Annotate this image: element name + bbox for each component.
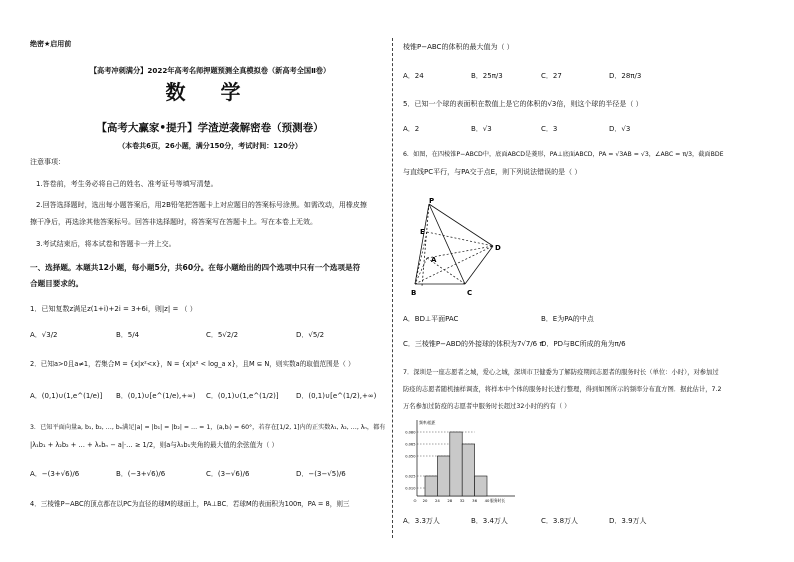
q1-option-d: D．√5/2	[296, 331, 325, 339]
frequency-histogram	[403, 418, 523, 508]
y-tick-label: 0.080	[405, 430, 416, 435]
q3-option-b: B．(−3+√6)/6	[116, 470, 166, 478]
section-heading-2: 合题目要求的。	[30, 279, 84, 288]
exam-subtitle: 【高考大赢家•提升】学渣逆袭解密卷（预测卷）	[96, 122, 324, 134]
q6-option-c: C．三棱锥P−ABD的外接球的体积为7√7/6 π	[403, 340, 544, 348]
q6-stem-1: 6．如图，在四棱锥P−ABCD中，底面ABCD是菱形，PA⊥底面ABCD，PA = √3AB = √3，∠ABC = π/3，截面BDE	[403, 151, 724, 158]
q7-option-b: B．3.4万人	[471, 517, 508, 525]
edge-ad-hidden	[427, 246, 493, 258]
edge-cd	[465, 246, 493, 284]
x-tick-label: O	[413, 498, 417, 503]
q3-option-d: D．−(3−√5)/6	[296, 470, 346, 478]
right-column	[403, 0, 765, 562]
left-column	[30, 0, 390, 562]
q7-stem-3: 万名参加过防疫的志愿者中服务时长超过32小时的约有（ ）	[403, 403, 571, 410]
q2-stem: 2．已知a>0且a≠1，若集合M = {x|x²<x}，N = {x|x² < log_a x}，且M ⊆ N，则实数a的取值范围是（ ）	[30, 360, 355, 368]
q5-option-d: D．√3	[609, 125, 631, 133]
q4-option-a: A．24	[403, 72, 424, 80]
note-2b: 擦干净后，再选涂其他答案标号。回答非选择题时，将答案写在答题卡上。写在本卷上无效。	[30, 218, 317, 226]
note-2a: 2.回答选择题时，选出每小题答案后，用2B铅笔把答题卡上对应题目的答案标号涂黑。如需改动，用橡皮擦	[36, 201, 367, 209]
histogram-bar	[462, 444, 474, 496]
label-a: A	[431, 256, 437, 264]
y-tick-label: 0.050	[405, 454, 416, 459]
q2-option-b: B．(0,1)∪[e^(1/e),+∞)	[116, 392, 196, 400]
label-e: E	[420, 228, 425, 236]
x-tick-label: 20	[422, 498, 428, 503]
q4-stem-1: 4．三棱锥P−ABC的顶点都在以PC为直径的球M的球面上，PA⊥BC．若球M的表面积为100π，PA = 8，则三	[30, 500, 350, 508]
note-1: 1.答卷前，考生务必将自己的姓名、准考证号等填写清楚。	[36, 180, 218, 188]
q7-stem-2: 防疫的志愿者随机抽样调查，将样本中个体的服务时长进行整理，得到如图所示的频率分布直方图．据此估计，7.2	[403, 386, 722, 393]
q2-option-d: D．(0,1)∪[e^(1/2),+∞)	[296, 392, 377, 400]
label-c: C	[467, 289, 473, 297]
note-3: 3.考试结束后，将本试卷和答题卡一并上交。	[36, 240, 176, 248]
edge-pa	[415, 204, 429, 284]
q5-option-c: C．3	[541, 125, 558, 133]
edge-pb-hidden	[422, 204, 429, 286]
column-divider	[392, 38, 393, 538]
line-ed-hidden	[427, 232, 493, 246]
y-tick-label: 0.065	[405, 442, 416, 447]
label-b: B	[411, 289, 417, 297]
x-tick-label: 32	[459, 498, 465, 503]
line-eb-hidden	[415, 232, 427, 284]
q3-stem-1: 3．已知平面向量a, b₁, b₂, …, bₙ满足|a| = |b₁| = |b₂| = … = 1，⟨a,bᵢ⟩ = 60°，若存在[1/2, 1]内的正实数λ₁, λ₂, …, λₙ，都有	[30, 424, 386, 431]
histogram-bar	[450, 432, 462, 496]
q7-stem-1: 7．深圳是一座志愿者之城，爱心之城，深圳市卫健委为了解防疫期间志愿者的服务时长（单位：小时），对参加过	[403, 369, 719, 376]
q1-option-a: A．√3/2	[30, 331, 58, 339]
q6-option-a: A．BD⊥平面PAC	[403, 315, 459, 323]
x-tick-label: 40	[484, 498, 490, 503]
q3-option-a: A．−(3+√6)/6	[30, 470, 80, 478]
exam-info: （本卷共6页，26小题，满分150分，考试时间：120分）	[118, 142, 302, 150]
histogram-bar	[475, 476, 487, 496]
x-tick-label: 24	[434, 498, 440, 503]
q7-option-a: A．3.3万人	[403, 517, 440, 525]
section-heading-1: 一、选择题。本题共12小题，每小题5分，共60分。在每小题给出的四个选项中只有一个选项是符	[30, 263, 361, 272]
x-axis-label: 服务时长	[490, 498, 506, 503]
q6-stem-2: 与直线PC平行，与PA交于点E，则下列说法错误的是（ ）	[403, 168, 582, 176]
q5-option-a: A．2	[403, 125, 420, 133]
pyramid-figure	[407, 196, 517, 300]
edge-ab-hidden	[415, 258, 427, 284]
q4-option-b: B．25π/3	[471, 72, 503, 80]
x-tick-label: 36	[472, 498, 478, 503]
y-axis-label: 频率/组距	[419, 420, 436, 425]
label-d: D	[495, 244, 501, 252]
diag-bd-hidden	[415, 246, 493, 284]
secret-label: 绝密★启用前	[30, 40, 72, 48]
q2-option-c: C．(0,1)∪(1,e^(1/2)]	[206, 392, 279, 400]
x-tick-label: 28	[447, 498, 453, 503]
q5-option-b: B．√3	[471, 125, 492, 133]
series-title: 【高考冲刺满分】2022年高考名师押题预测全真模拟卷（新高考全国Ⅱ卷）	[89, 66, 331, 75]
q1-stem: 1．已知复数z满足z(1+i)+2i = 3+6i，则|z| = （ ）	[30, 305, 197, 313]
q7-option-d: D．3.9万人	[609, 517, 647, 525]
q2-option-a: A．(0,1)∪(1,e^(1/e)]	[30, 392, 103, 400]
q1-option-c: C．5√2/2	[206, 331, 239, 339]
q7-option-c: C．3.8万人	[541, 517, 579, 525]
histogram-bar	[425, 476, 437, 496]
q1-option-b: B．5/4	[116, 331, 140, 339]
notes-heading: 注意事项：	[30, 158, 65, 166]
q5-stem: 5．已知一个球的表面积在数值上是它的体积的√3倍，则这个球的半径是（ ）	[403, 100, 643, 108]
q4-option-c: C．27	[541, 72, 562, 80]
q6-option-d: D．PD与BC所成的角为π/6	[541, 340, 626, 348]
histogram-bar	[437, 456, 449, 496]
y-tick-label: 0.010	[405, 486, 416, 491]
q4-option-d: D．28π/3	[609, 72, 642, 80]
q3-stem-2: |λ₁b₁ + λ₂b₂ + … + λₙbₙ − a|·… ≥ 1/2，则a与λ₁b₁夹角的最大值的余弦值为（ ）	[30, 441, 279, 449]
label-p: P	[429, 197, 435, 205]
q4-stem-2: 棱锥P−ABC的体积的最大值为（ ）	[403, 43, 514, 51]
y-tick-label: 0.025	[405, 474, 416, 479]
q6-option-b: B．E为PA的中点	[541, 315, 594, 323]
subject-title: 数 学	[165, 80, 255, 104]
q3-option-c: C．(3−√6)/6	[206, 470, 250, 478]
